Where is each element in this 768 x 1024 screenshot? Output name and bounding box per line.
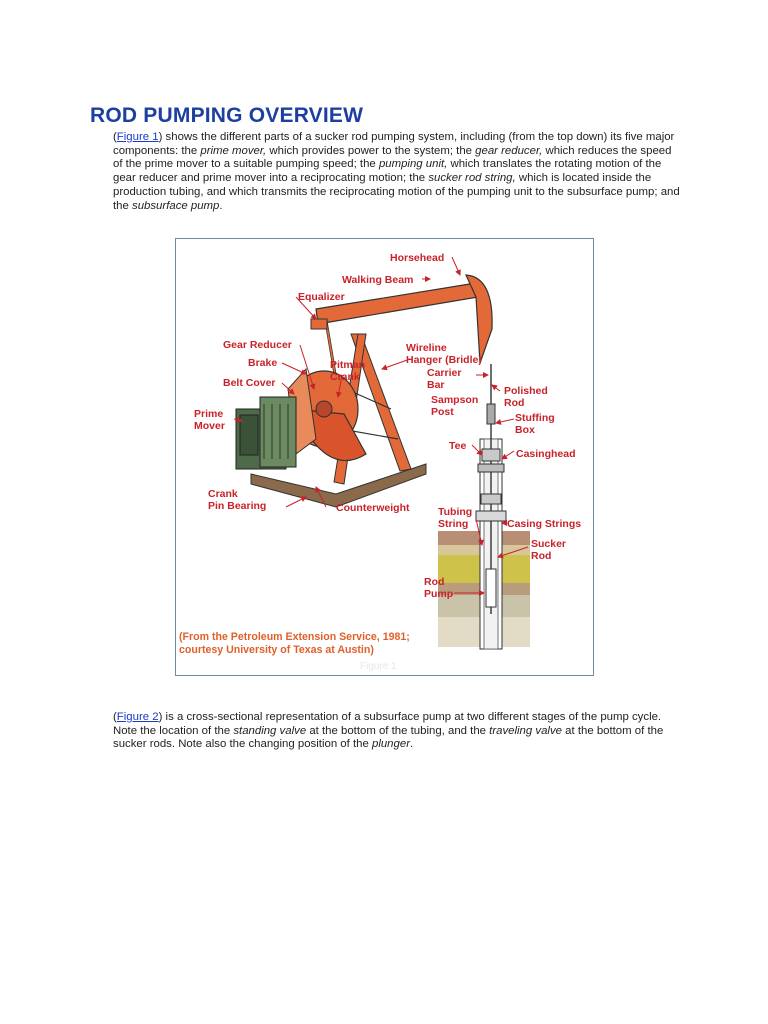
label-sucker-rod: Rod	[531, 550, 552, 562]
text-segment: which translates the rotating motion of the gear reducer and prime mover into a reciprocating motion; the	[113, 158, 662, 185]
text-segment: (	[113, 711, 117, 723]
pumping-unit	[251, 275, 492, 507]
text-segment: which is located inside the production tubing, and which transmits the reciprocating motion of the pumping unit to the subsurface pump; and the	[113, 172, 680, 212]
label-carrier: Carrier	[427, 367, 462, 379]
text-segment: at the bottom of the sucker rods. Note also the changing position of the	[113, 724, 664, 751]
label-pump: Pump	[424, 588, 454, 600]
label-pitman: Pitman	[330, 359, 366, 371]
term-plunger: plunger	[371, 738, 410, 751]
term-prime-mover: prime mover,	[200, 144, 267, 157]
text-segment: (	[113, 131, 117, 143]
label-sampson: Sampson	[431, 394, 479, 406]
text-segment: ) shows the different parts of a sucker rod pumping system, including (from the top down) its five major components: the	[113, 131, 675, 157]
label-belt-cover: Belt Cover	[223, 377, 276, 389]
figure-credit-line-1: (From the Petroleum Extension Service, 1981;	[179, 631, 410, 643]
term-standing-valve: standing valve	[233, 724, 307, 737]
figure-caption: Figure 1	[360, 661, 397, 672]
text-segment: which reduces the speed of the prime mover to a suitable pumping speed; the	[113, 144, 672, 171]
term-sucker-rod-string: sucker rod string,	[428, 172, 516, 185]
prime-mover	[236, 397, 296, 469]
label-walking-beam: Walking Beam	[342, 274, 414, 286]
label-gear-reducer: Gear Reducer	[223, 339, 292, 351]
label-pin-bearing: Pin Bearing	[208, 500, 267, 512]
label-tubing: Tubing	[438, 506, 473, 518]
label-wireline: Wireline	[406, 342, 447, 354]
label-polished: Polished	[504, 385, 548, 397]
term-subsurface-pump: subsurface pump	[132, 199, 220, 212]
wellbore	[476, 364, 506, 649]
label-stuffing: Stuffing	[515, 412, 555, 424]
label-crank: Crank	[330, 371, 360, 383]
term-pumping-unit: pumping unit,	[378, 158, 448, 171]
label-hanger-bridle: Hanger (Bridle)	[406, 354, 482, 366]
figure-1-link[interactable]: Figure 1	[116, 131, 159, 143]
text-segment: which provides power to the system; the	[266, 144, 476, 157]
label-post: Post	[431, 406, 454, 418]
label-brake: Brake	[248, 357, 278, 369]
label-horsehead: Horsehead	[390, 252, 445, 264]
label-equalizer: Equalizer	[298, 291, 345, 303]
label-rod: Rod	[424, 576, 445, 588]
label-polished-rod: Rod	[504, 397, 525, 409]
pumping-unit-illustration	[176, 239, 594, 676]
label-counterweight: Counterweight	[336, 502, 410, 514]
text-segment: at the bottom of the tubing, and the	[306, 724, 490, 737]
label-tee: Tee	[449, 440, 467, 452]
figure-2-paragraph	[113, 711, 683, 752]
label-casing-strings: Casing Strings	[507, 518, 582, 530]
label-casinghead: Casinghead	[516, 448, 576, 460]
figure-1-diagram	[175, 238, 594, 676]
term-gear-reducer: gear reducer,	[475, 144, 543, 157]
text-segment: .	[409, 738, 414, 751]
label-bar: Bar	[427, 379, 445, 391]
label-prime: Prime	[194, 408, 224, 420]
label-string: String	[438, 518, 469, 530]
figure-2-link[interactable]: Figure 2	[116, 711, 159, 723]
page-heading: ROD PUMPING OVERVIEW	[90, 104, 364, 127]
label-crank-pin: Crank	[208, 488, 238, 500]
label-mover: Mover	[194, 420, 225, 432]
term-traveling-valve: traveling valve	[489, 724, 562, 737]
intro-paragraph	[113, 131, 683, 213]
label-box: Box	[515, 424, 535, 436]
label-sucker: Sucker	[531, 538, 567, 550]
figure-credit-line-2: courtesy University of Texas at Austin)	[179, 644, 374, 656]
text-segment: ) is a cross-sectional representation of a subsurface pump at two different stages of the pump cycle. Note the location of the	[113, 711, 662, 737]
text-segment: .	[219, 199, 223, 212]
